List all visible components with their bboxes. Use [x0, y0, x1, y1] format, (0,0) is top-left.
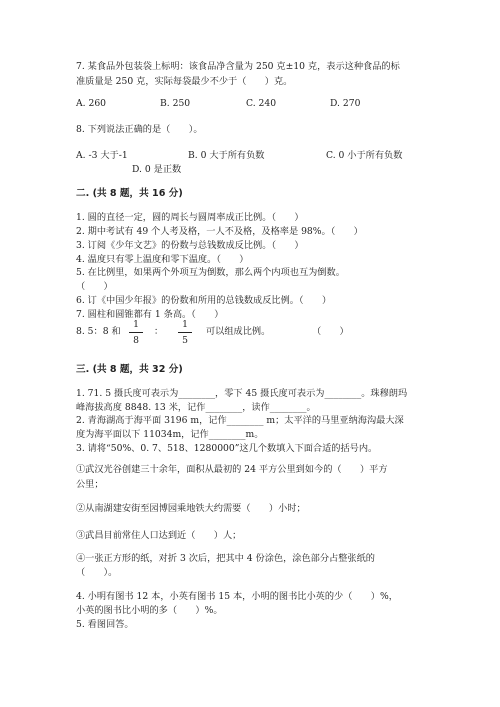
s3-item-2-line2: 度为海平面以下 11034m，记作________m。	[76, 429, 264, 440]
s2-item-2: 2. 期中考试有 49 个人考及格，一人不及格，及格率是 98%。（ ）	[76, 226, 363, 237]
s2-item-4: 4. 温度只有零上温度和零下温度。（ ）	[76, 254, 249, 265]
s2-item-8-colon: ：	[154, 326, 164, 337]
q8-option-b: B. 0 大于所有负数	[188, 150, 265, 161]
q8-stem: 8. 下列说法正确的是（ ）。	[76, 124, 203, 135]
s3-item-4-line2: 小英的图书比小明的多（ ）%。	[76, 605, 223, 616]
s3-item-4-line1: 4. 小明有图书 12 本，小英有图书 15 本，小明的图书比小英的少（ ）%，	[76, 591, 398, 602]
s3-sub-2: ②从南湖建安街至园博园乘地铁大约需要（ ）小时；	[76, 503, 306, 514]
s3-item-5: 5. 看图回答。	[76, 619, 134, 630]
section3-heading: 三. (共 8 题，共 32 分)	[76, 364, 183, 375]
q7-stem-line1: 7. 某食品外包装袋上标明：该食品净含量为 250 克±10 克，表示这种食品的标	[76, 61, 400, 72]
s2-item-5: 5. 在比例里，如果两个外项互为倒数，那么两个内项也互为倒数。	[76, 267, 345, 278]
s2-item-8-fraction-1	[129, 319, 143, 346]
s2-item-3: 3. 订阅《少年文艺》的份数与总钱数成反比例。（ ）	[76, 240, 304, 251]
s3-sub-1-line2: 公里；	[76, 479, 104, 490]
s3-sub-3: ③武昌目前常住人口达到近（ ）人；	[76, 530, 242, 541]
s3-item-2-line1: 2. 青海湖高于海平面 3196 m，记作________ m；太平洋的马里亚纳海沟最大深	[76, 415, 404, 426]
fraction-2-bar	[178, 332, 192, 333]
s2-item-7: 7. 圆柱和圆锥都有 1 条高。（ ）	[76, 309, 224, 320]
s2-item-8-fraction-2	[178, 319, 192, 346]
s2-item-8-prefix: 8. 5：8 和	[76, 326, 121, 337]
q7-option-b: B. 250	[160, 98, 191, 109]
s3-item-1-line2: 峰海拔高度 8848. 13 米，记作________，读作________。	[76, 402, 316, 413]
q8-option-a: A. -3 大于-1	[76, 150, 128, 161]
q7-stem-line2: 准质量是 250 克，实际每袋最少不少于（ ）克。	[76, 76, 293, 87]
q7-option-a: A. 260	[76, 98, 107, 109]
fraction-1-numerator: 1	[133, 319, 139, 330]
fraction-2-numerator: 1	[182, 319, 188, 330]
fraction-2-denominator: 5	[182, 335, 188, 346]
s2-item-1: 1. 圆的直径一定，圆的周长与圆周率成正比例。（ ）	[76, 212, 304, 223]
s3-sub-1-line1: ①武汉光谷创建三十余年，面积从最初的 24 平方公里到如今的（ ）平方	[76, 464, 388, 475]
s3-item-3: 3. 请将“50%、0. 7、518、1280000”这几个数填入下面合适的括号内。	[76, 443, 378, 454]
q8-option-d: D. 0 是正数	[132, 164, 182, 175]
q8-option-c: C. 0 小于所有负数	[326, 150, 403, 161]
fraction-1-denominator: 8	[133, 335, 139, 346]
s3-sub-4-line2: （ ）。	[76, 567, 118, 578]
s3-sub-4-line1: ④一张正方形的纸，对折 3 次后，把其中 4 份涂色，涂色部分占整张纸的	[76, 553, 375, 564]
s2-item-8-paren: （ ）	[312, 326, 349, 337]
s2-item-8-suffix: 可以组成比例。	[206, 326, 271, 337]
fraction-1-bar	[129, 332, 143, 333]
section2-heading: 二. (共 8 题，共 16 分)	[76, 188, 183, 199]
s3-item-1-line1: 1. 71. 5 摄氏度可表示为________，零下 45 摄氏度可表示为________。珠穆朗玛	[76, 388, 408, 399]
q7-option-c: C. 240	[246, 98, 277, 109]
s2-item-5-paren: （ ）	[76, 281, 113, 292]
q7-option-d: D. 270	[330, 98, 361, 109]
s2-item-6: 6. 订《中国少年报》的份数和所用的总钱数成反比例。（ ）	[76, 295, 332, 306]
